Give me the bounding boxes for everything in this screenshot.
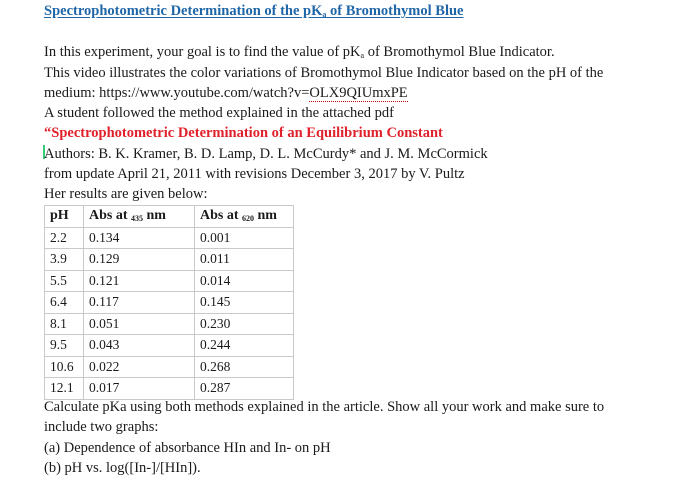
cell-abs620: 0.145 [195, 292, 294, 314]
intro-line-1: In this experiment, your goal is to find the value of $pK_a$ of Bromothymol Blue Indicator. [44, 44, 555, 60]
results-table [44, 205, 294, 400]
cell-abs620: 0.011 [195, 249, 294, 271]
intro-line-4: A student followed the method explained in the attached pdf [44, 105, 394, 121]
cell-abs620: 0.014 [195, 270, 294, 292]
header-ph: pH [45, 206, 84, 228]
table-row [45, 378, 294, 400]
table-row [45, 249, 294, 271]
table-row [45, 356, 294, 378]
cell-abs435: 0.121 [84, 270, 195, 292]
cell-abs435: 0.134 [84, 227, 195, 249]
cell-ph: 6.4 [45, 292, 84, 314]
authors-line: Authors: B. K. Kramer, B. D. Lamp, D. L. McCurdy* and J. M. McCormick [44, 146, 488, 162]
cell-abs435: 0.043 [84, 335, 195, 357]
header-abs-435: Abs at $_{435}$ nm [84, 206, 195, 228]
cell-abs620: 0.287 [195, 378, 294, 400]
page-title [44, 3, 463, 20]
table-row [45, 270, 294, 292]
video-link[interactable]: OLX9QIUmxPE [309, 85, 408, 101]
closing-line-4: (b) pH vs. log([In-]/[HIn]). [44, 460, 201, 476]
article-title: “Spectrophotometric Determination of an Equilibrium Constant [44, 125, 443, 141]
cell-abs435: 0.051 [84, 313, 195, 335]
cell-abs620: 0.268 [195, 356, 294, 378]
title-subscript: a [322, 10, 327, 19]
table-row [45, 292, 294, 314]
title-text-end: of Bromothymol Blue [326, 3, 464, 19]
cell-abs435: 0.129 [84, 249, 195, 271]
update-line: from update April 21, 2011 with revisions December 3, 2017 by V. Pultz [44, 166, 465, 182]
table-row [45, 335, 294, 357]
results-intro: Her results are given below: [44, 186, 208, 202]
closing-line-1: Calculate pKa using both methods explained in the article. Show all your work and make sure to [44, 399, 605, 415]
title-text: Spectrophotometric Determination of the pK [44, 3, 323, 19]
intro-line-2: This video illustrates the color variations of Bromothymol Blue Indicator based on the pH of the [44, 65, 604, 81]
table-header-row [45, 206, 294, 228]
cell-abs435: 0.022 [84, 356, 195, 378]
cell-abs435: 0.017 [84, 378, 195, 400]
intro-line-3: medium: https://www.youtube.com/watch?v=OLX9QIUmxPE [44, 85, 408, 101]
cell-ph: 9.5 [45, 335, 84, 357]
cell-abs620: 0.230 [195, 313, 294, 335]
cell-ph: 5.5 [45, 270, 84, 292]
closing-line-2: include two graphs: [44, 419, 159, 435]
cell-ph: 3.9 [45, 249, 84, 271]
cell-ph: 2.2 [45, 227, 84, 249]
header-abs-620: Abs at $_{620}$ nm [195, 206, 294, 228]
cell-ph: 12.1 [45, 378, 84, 400]
cell-ph: 10.6 [45, 356, 84, 378]
cell-abs620: 0.244 [195, 335, 294, 357]
cell-abs435: 0.117 [84, 292, 195, 314]
table-row [45, 313, 294, 335]
cell-abs620: 0.001 [195, 227, 294, 249]
closing-line-3: (a) Dependence of absorbance HIn and In- on pH [44, 440, 331, 456]
cell-ph: 8.1 [45, 313, 84, 335]
table-row [45, 227, 294, 249]
